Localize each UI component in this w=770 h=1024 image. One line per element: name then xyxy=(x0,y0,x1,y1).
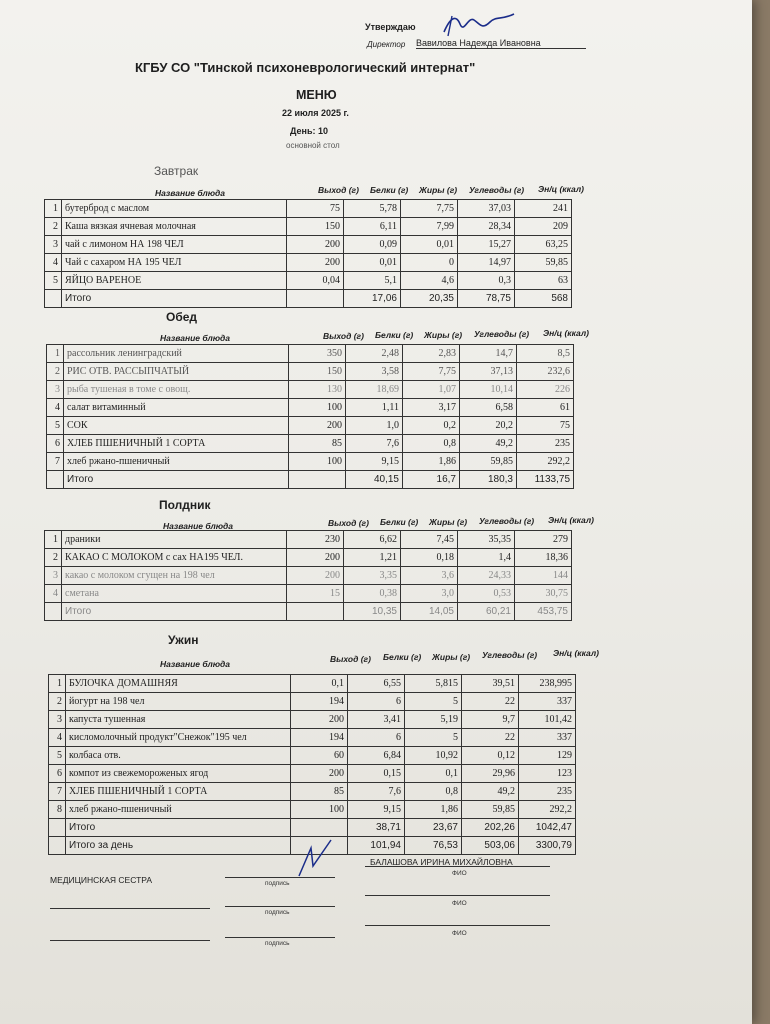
dish-name: сметана xyxy=(62,585,287,603)
total-c: 202,26 xyxy=(462,819,519,837)
row-number: 1 xyxy=(47,345,64,363)
total-p: 101,94 xyxy=(348,837,405,855)
cell-f: 1,86 xyxy=(405,801,462,819)
dish-name: капуста тушенная xyxy=(66,711,291,729)
cell-e: 144 xyxy=(515,567,572,585)
table-row xyxy=(47,399,574,417)
cell-f: 7,75 xyxy=(401,200,458,218)
fio-label: ФИО xyxy=(452,930,467,937)
cell-y: 0,04 xyxy=(287,272,344,290)
cell-f: 1,07 xyxy=(403,381,460,399)
cell-e: 238,995 xyxy=(519,675,576,693)
row-number: 3 xyxy=(45,567,62,585)
col-protein-header: Белки (г) xyxy=(383,652,422,662)
cell-f: 5 xyxy=(405,729,462,747)
cell-f: 0,8 xyxy=(405,783,462,801)
section-snack-title: Полдник xyxy=(159,498,211,512)
cell-p: 7,6 xyxy=(346,435,403,453)
col-yield-header: Выход (г) xyxy=(318,185,359,195)
col-carbs-header: Углеводы (г) xyxy=(479,516,535,526)
cell-c: 35,35 xyxy=(458,531,515,549)
cell-f: 3,17 xyxy=(403,399,460,417)
col-energy-header: Эн/ц (ккал) xyxy=(543,328,589,338)
cell-c: 39,51 xyxy=(462,675,519,693)
row-number: 1 xyxy=(45,531,62,549)
lunch-table xyxy=(46,344,574,489)
col-name-header: Название блюда xyxy=(163,521,234,531)
cell-e: 101,42 xyxy=(519,711,576,729)
cell-f: 5 xyxy=(405,693,462,711)
breakfast-table xyxy=(44,199,572,308)
cell-f: 0,1 xyxy=(405,765,462,783)
cell-p: 6 xyxy=(348,729,405,747)
cell-p: 18,69 xyxy=(346,381,403,399)
cell-f: 3,6 xyxy=(401,567,458,585)
cell-p: 0,01 xyxy=(344,254,401,272)
table-row xyxy=(47,363,574,381)
cell-c: 49,2 xyxy=(460,435,517,453)
col-protein-header: Белки (г) xyxy=(370,185,409,195)
total-p: 40,15 xyxy=(346,471,403,489)
cell-p: 6,84 xyxy=(348,747,405,765)
cell-e: 292,2 xyxy=(517,453,574,471)
total-row xyxy=(45,603,572,621)
cell-y: 200 xyxy=(287,254,344,272)
cell-c: 10,14 xyxy=(460,381,517,399)
table-row xyxy=(45,549,572,567)
cell-p: 6,55 xyxy=(348,675,405,693)
dish-name: колбаса отв. xyxy=(66,747,291,765)
cell-e: 241 xyxy=(515,200,572,218)
dish-name: рассольник ленинградский xyxy=(64,345,289,363)
cell-y: 60 xyxy=(291,747,348,765)
dish-name: Чай с сахаром НА 195 ЧЕЛ xyxy=(62,254,287,272)
col-energy-header: Эн/ц (ккал) xyxy=(553,648,599,658)
cell-e: 226 xyxy=(517,381,574,399)
dish-name: СОК xyxy=(64,417,289,435)
cell-e: 61 xyxy=(517,399,574,417)
dish-name: драники xyxy=(62,531,287,549)
dish-name: ЯЙЦО ВАРЕНОЕ xyxy=(62,272,287,290)
cell-f: 10,92 xyxy=(405,747,462,765)
col-carbs-header: Углеводы (г) xyxy=(474,329,530,339)
cell-c: 1,4 xyxy=(458,549,515,567)
dish-name: компот из свежемороженых ягод xyxy=(66,765,291,783)
col-fat-header: Жиры (г) xyxy=(429,517,468,527)
cell-p: 6,11 xyxy=(344,218,401,236)
cell-e: 123 xyxy=(519,765,576,783)
table-row xyxy=(45,254,572,272)
cell-p: 3,58 xyxy=(346,363,403,381)
total-e: 1133,75 xyxy=(517,471,574,489)
table-row xyxy=(49,747,576,765)
cell-c: 22 xyxy=(462,693,519,711)
section-breakfast-title: Завтрак xyxy=(154,164,199,178)
signature-label: подпись xyxy=(265,940,290,947)
col-protein-header: Белки (г) xyxy=(375,330,414,340)
cell-y: 230 xyxy=(287,531,344,549)
dish-name: Каша вязкая ячневая молочная xyxy=(62,218,287,236)
director-signature xyxy=(438,10,518,40)
section-lunch-title: Обед xyxy=(166,310,198,324)
dish-name: хлеб ржано-пшеничный xyxy=(66,801,291,819)
cell-e: 292,2 xyxy=(519,801,576,819)
cell-e: 59,85 xyxy=(515,254,572,272)
cell-f: 7,99 xyxy=(401,218,458,236)
fio-label: ФИО xyxy=(452,900,467,907)
row-number: 5 xyxy=(49,747,66,765)
table-row xyxy=(49,729,576,747)
table-row xyxy=(49,765,576,783)
total-p: 17,06 xyxy=(344,290,401,308)
cell-c: 9,7 xyxy=(462,711,519,729)
row-number: 8 xyxy=(49,801,66,819)
cell-c: 20,2 xyxy=(460,417,517,435)
snack-table xyxy=(44,530,572,621)
cell-p: 7,6 xyxy=(348,783,405,801)
row-number: 3 xyxy=(45,236,62,254)
cell-f: 7,45 xyxy=(401,531,458,549)
dish-name: КАКАО С МОЛОКОМ с сах НА195 ЧЕЛ. xyxy=(62,549,287,567)
cell-y: 194 xyxy=(291,693,348,711)
cell-c: 22 xyxy=(462,729,519,747)
cell-e: 337 xyxy=(519,729,576,747)
organization-title: КГБУ СО "Тинской психоневрологический интернат" xyxy=(135,60,476,75)
cell-f: 0,2 xyxy=(403,417,460,435)
cell-e: 129 xyxy=(519,747,576,765)
col-yield-header: Выход (г) xyxy=(330,654,371,664)
cell-p: 1,0 xyxy=(346,417,403,435)
table-row xyxy=(47,417,574,435)
cell-c: 37,13 xyxy=(460,363,517,381)
cell-f: 0,8 xyxy=(403,435,460,453)
total-e: 568 xyxy=(515,290,572,308)
cell-c: 28,34 xyxy=(458,218,515,236)
total-label: Итого xyxy=(62,603,287,621)
cell-c: 14,97 xyxy=(458,254,515,272)
total-f: 23,67 xyxy=(405,819,462,837)
col-fat-header: Жиры (г) xyxy=(419,185,458,195)
total-p: 10,35 xyxy=(344,603,401,621)
total-p: 38,71 xyxy=(348,819,405,837)
cell-c: 0,12 xyxy=(462,747,519,765)
signature-label: подпись xyxy=(265,909,290,916)
cell-e: 337 xyxy=(519,693,576,711)
table-row xyxy=(47,381,574,399)
row-number: 5 xyxy=(45,272,62,290)
dish-name: салат витаминный xyxy=(64,399,289,417)
cell-c: 37,03 xyxy=(458,200,515,218)
row-number: 7 xyxy=(47,453,64,471)
cell-p: 0,09 xyxy=(344,236,401,254)
row-number: 4 xyxy=(45,254,62,272)
cell-y: 130 xyxy=(289,381,346,399)
total-e: 3300,79 xyxy=(519,837,576,855)
table-type: основной стол xyxy=(286,141,340,150)
dish-name: йогурт на 198 чел xyxy=(66,693,291,711)
row-number: 6 xyxy=(47,435,64,453)
director-name: Вавилова Надежда Ивановна xyxy=(416,38,586,49)
director-label: Директор xyxy=(367,40,406,49)
dish-name: чай с лимоном НА 198 ЧЕЛ xyxy=(62,236,287,254)
row-number: 2 xyxy=(45,549,62,567)
table-row xyxy=(45,218,572,236)
cell-f: 5,815 xyxy=(405,675,462,693)
table-row xyxy=(45,200,572,218)
cell-f: 5,19 xyxy=(405,711,462,729)
dish-name: бутерброд с маслом xyxy=(62,200,287,218)
total-c: 180,3 xyxy=(460,471,517,489)
table-row xyxy=(49,675,576,693)
dish-name: РИС ОТВ. РАССЫПЧАТЫЙ xyxy=(64,363,289,381)
row-number: 4 xyxy=(49,729,66,747)
cell-c: 14,7 xyxy=(460,345,517,363)
total-label: Итого за день xyxy=(66,837,291,855)
cell-c: 29,96 xyxy=(462,765,519,783)
cell-y: 194 xyxy=(291,729,348,747)
cell-y: 75 xyxy=(287,200,344,218)
cell-f: 0,01 xyxy=(401,236,458,254)
cell-e: 235 xyxy=(517,435,574,453)
cell-p: 5,78 xyxy=(344,200,401,218)
cell-p: 5,1 xyxy=(344,272,401,290)
dish-name: какао с молоком сгущен на 198 чел xyxy=(62,567,287,585)
cell-f: 0 xyxy=(401,254,458,272)
cell-y: 0,1 xyxy=(291,675,348,693)
total-c: 503,06 xyxy=(462,837,519,855)
row-number: 2 xyxy=(45,218,62,236)
dish-name: БУЛОЧКА ДОМАШНЯЯ xyxy=(66,675,291,693)
row-number: 1 xyxy=(49,675,66,693)
cell-f: 2,83 xyxy=(403,345,460,363)
total-f: 20,35 xyxy=(401,290,458,308)
total-label: Итого xyxy=(62,290,287,308)
col-name-header: Название блюда xyxy=(160,333,231,343)
approve-label: Утверждаю xyxy=(365,22,416,32)
cell-p: 9,15 xyxy=(346,453,403,471)
cell-p: 3,35 xyxy=(344,567,401,585)
signature-label: подпись xyxy=(265,880,290,887)
cell-p: 9,15 xyxy=(348,801,405,819)
total-e: 1042,47 xyxy=(519,819,576,837)
row-number: 1 xyxy=(45,200,62,218)
total-label: Итого xyxy=(64,471,289,489)
total-f: 14,05 xyxy=(401,603,458,621)
cell-y: 85 xyxy=(289,435,346,453)
cell-y: 15 xyxy=(287,585,344,603)
col-yield-header: Выход (г) xyxy=(328,518,369,528)
cell-c: 59,85 xyxy=(460,453,517,471)
cell-p: 0,15 xyxy=(348,765,405,783)
row-number: 3 xyxy=(49,711,66,729)
cell-c: 6,58 xyxy=(460,399,517,417)
cell-f: 7,75 xyxy=(403,363,460,381)
row-number: 3 xyxy=(47,381,64,399)
cell-y: 200 xyxy=(287,567,344,585)
col-name-header: Название блюда xyxy=(155,188,226,198)
col-name-header: Название блюда xyxy=(160,659,231,669)
cell-e: 232,6 xyxy=(517,363,574,381)
col-yield-header: Выход (г) xyxy=(323,331,364,341)
total-f: 16,7 xyxy=(403,471,460,489)
cell-e: 63,25 xyxy=(515,236,572,254)
cell-f: 3,0 xyxy=(401,585,458,603)
total-f: 76,53 xyxy=(405,837,462,855)
total-e: 453,75 xyxy=(515,603,572,621)
cell-e: 8,5 xyxy=(517,345,574,363)
cell-c: 24,33 xyxy=(458,567,515,585)
col-carbs-header: Углеводы (г) xyxy=(482,650,538,660)
table-row xyxy=(45,272,572,290)
cell-p: 6,62 xyxy=(344,531,401,549)
cell-f: 1,86 xyxy=(403,453,460,471)
col-energy-header: Эн/ц (ккал) xyxy=(538,184,584,194)
section-dinner-title: Ужин xyxy=(168,633,199,647)
col-protein-header: Белки (г) xyxy=(380,517,419,527)
nurse-name: БАЛАШОВА ИРИНА МИХАЙЛОВНА xyxy=(370,857,513,867)
table-row xyxy=(45,567,572,585)
cell-c: 0,53 xyxy=(458,585,515,603)
table-row xyxy=(49,693,576,711)
cell-y: 200 xyxy=(287,549,344,567)
menu-title: МЕНЮ xyxy=(296,88,337,102)
cell-c: 0,3 xyxy=(458,272,515,290)
cell-p: 2,48 xyxy=(346,345,403,363)
cell-e: 63 xyxy=(515,272,572,290)
row-number: 4 xyxy=(47,399,64,417)
row-number: 6 xyxy=(49,765,66,783)
cell-e: 279 xyxy=(515,531,572,549)
col-carbs-header: Углеводы (г) xyxy=(469,185,525,195)
cell-c: 15,27 xyxy=(458,236,515,254)
cell-y: 350 xyxy=(289,345,346,363)
table-row xyxy=(49,801,576,819)
cell-e: 75 xyxy=(517,417,574,435)
total-label: Итого xyxy=(66,819,291,837)
cell-p: 3,41 xyxy=(348,711,405,729)
fio-label: ФИО xyxy=(452,870,467,877)
row-number: 2 xyxy=(47,363,64,381)
nurse-signature xyxy=(295,836,339,882)
table-row xyxy=(45,236,572,254)
table-row xyxy=(47,435,574,453)
cell-y: 100 xyxy=(291,801,348,819)
cell-y: 150 xyxy=(287,218,344,236)
dish-name: кисломолочный продукт"Снежок"195 чел xyxy=(66,729,291,747)
cell-y: 200 xyxy=(291,711,348,729)
row-number: 5 xyxy=(47,417,64,435)
col-fat-header: Жиры (г) xyxy=(424,330,463,340)
cell-e: 30,75 xyxy=(515,585,572,603)
cell-f: 0,18 xyxy=(401,549,458,567)
dinner-table xyxy=(48,674,576,837)
total-row xyxy=(47,471,574,489)
table-row xyxy=(49,783,576,801)
table-row xyxy=(49,711,576,729)
table-row xyxy=(45,585,572,603)
total-row xyxy=(45,290,572,308)
menu-date: 22 июля 2025 г. xyxy=(282,108,349,118)
row-number: 7 xyxy=(49,783,66,801)
cell-f: 4,6 xyxy=(401,272,458,290)
col-fat-header: Жиры (г) xyxy=(432,652,471,662)
row-number: 2 xyxy=(49,693,66,711)
table-row xyxy=(45,531,572,549)
dish-name: рыба тушеная в томе с овощ. xyxy=(64,381,289,399)
cell-p: 0,38 xyxy=(344,585,401,603)
cell-y: 150 xyxy=(289,363,346,381)
cell-y: 200 xyxy=(291,765,348,783)
total-c: 60,21 xyxy=(458,603,515,621)
total-c: 78,75 xyxy=(458,290,515,308)
row-number: 4 xyxy=(45,585,62,603)
table-row xyxy=(47,453,574,471)
cell-e: 235 xyxy=(519,783,576,801)
col-energy-header: Эн/ц (ккал) xyxy=(548,515,594,525)
dish-name: ХЛЕБ ПШЕНИЧНЫЙ 1 СОРТА xyxy=(66,783,291,801)
dish-name: ХЛЕБ ПШЕНИЧНЫЙ 1 СОРТА xyxy=(64,435,289,453)
table-row xyxy=(47,345,574,363)
cell-y: 200 xyxy=(289,417,346,435)
cell-y: 85 xyxy=(291,783,348,801)
total-row xyxy=(49,819,576,837)
cell-y: 200 xyxy=(287,236,344,254)
dish-name: хлеб ржано-пшеничный xyxy=(64,453,289,471)
cell-e: 209 xyxy=(515,218,572,236)
cell-c: 49,2 xyxy=(462,783,519,801)
nurse-role: МЕДИЦИНСКАЯ СЕСТРА xyxy=(50,875,153,885)
cell-y: 100 xyxy=(289,399,346,417)
cell-c: 59,85 xyxy=(462,801,519,819)
menu-day: День: 10 xyxy=(290,126,329,136)
cell-p: 6 xyxy=(348,693,405,711)
cell-p: 1,11 xyxy=(346,399,403,417)
cell-e: 18,36 xyxy=(515,549,572,567)
cell-y: 100 xyxy=(289,453,346,471)
cell-p: 1,21 xyxy=(344,549,401,567)
